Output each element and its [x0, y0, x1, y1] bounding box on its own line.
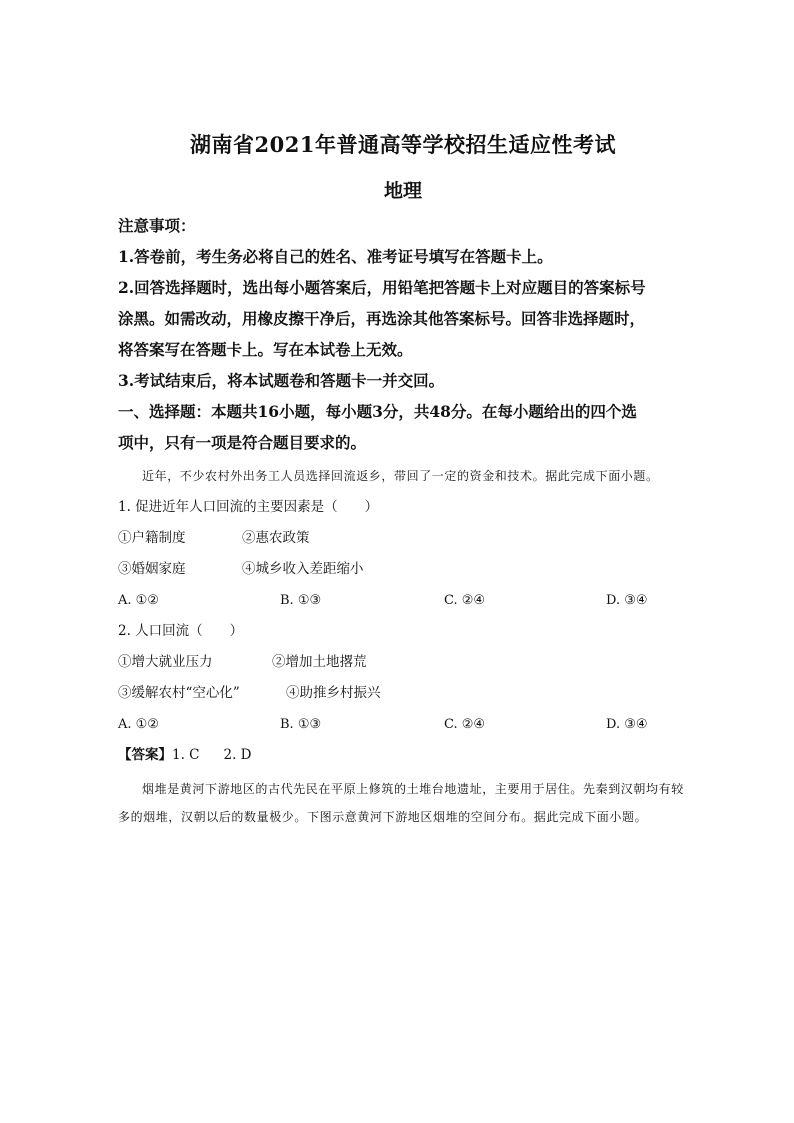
answer-label: 【答案】: [118, 747, 172, 763]
question-2-item: ③缓解农村“空心化”: [118, 685, 240, 701]
notice-line-5: 3.考试结束后，将本试题卷和答题卡一并交回。: [118, 371, 445, 390]
passage-2: 烟堆是黄河下游地区的古代先民在平原上修筑的土堆台地遗址，主要用于居住。先秦到汉朝均有较多的烟堆，汉朝以后的数量极少。下图示意黄河下游地区烟堆的空间分布。据此完成下面小题。: [118, 782, 684, 824]
option-d[interactable]: D. ③④: [606, 717, 648, 732]
exam-title: 湖南省2021年普通高等学校招生适应性考试: [190, 132, 616, 157]
question-1-item: ②惠农政策: [242, 530, 310, 546]
section-heading: [118, 396, 688, 458]
passage-1: 近年，不少农村外出务工人员选择回流返乡，带回了一定的资金和技术。据此完成下面小题。: [142, 469, 659, 483]
question-1-stem: 1. 促进近年人口回流的主要因素是（ ）: [118, 499, 379, 515]
question-2-options: [118, 709, 688, 740]
question-1-options: [118, 585, 688, 616]
section-line-2: 项中，只有一项是符合题目要求的。: [118, 433, 367, 452]
option-a[interactable]: A. ①②: [118, 717, 159, 732]
exam-page: [118, 118, 688, 833]
question-2-item: ④助推乡村振兴: [286, 685, 381, 701]
answer-line: [118, 740, 688, 771]
question-2: [118, 616, 688, 740]
question-1-item: ①户籍制度: [118, 530, 186, 546]
notice-heading: 注意事项：: [118, 216, 196, 235]
question-1-items-row-1: [118, 523, 688, 554]
question-2-items-row-2: [118, 678, 688, 709]
notice-line-3: 涂黑。如需改动，用橡皮擦干净后，再选涂其他答案标号。回答非选择题时，: [118, 309, 646, 328]
option-b[interactable]: B. ①③: [280, 717, 322, 732]
section-line-1: 一、选择题：本题共16小题，每小题3分，共48分。在每小题给出的四个选: [118, 402, 637, 421]
question-2-stem: 2. 人口回流（ ）: [118, 623, 244, 639]
question-2-item: ①增大就业压力: [118, 654, 213, 670]
question-1-items-row-2: [118, 554, 688, 585]
notice-line-2: 2.回答选择题时，选出每小题答案后，用铅笔把答题卡上对应题目的答案标号: [118, 278, 646, 297]
option-c[interactable]: C. ②④: [444, 593, 486, 608]
option-a[interactable]: A. ①②: [118, 593, 159, 608]
question-1-item: ③婚姻家庭: [118, 561, 186, 577]
question-1-item: ④城乡收入差距缩小: [242, 561, 364, 577]
exam-subject: 地理: [383, 180, 422, 202]
option-b[interactable]: B. ①③: [280, 593, 322, 608]
answer-2: 2. D: [223, 747, 252, 763]
notice-line-1: 1.答卷前，考生务必将自己的姓名、准考证号填写在答题卡上。: [118, 247, 553, 266]
notice-block: [118, 210, 688, 396]
question-2-item: ②增加土地撂荒: [272, 654, 367, 670]
answer-1: 1. C: [172, 747, 200, 763]
option-c[interactable]: C. ②④: [444, 717, 486, 732]
notice-line-4: 将答案写在答题卡上。写在本试卷上无效。: [118, 340, 413, 359]
option-d[interactable]: D. ③④: [606, 593, 648, 608]
question-1: [118, 492, 688, 616]
question-2-items-row-1: [118, 647, 688, 678]
